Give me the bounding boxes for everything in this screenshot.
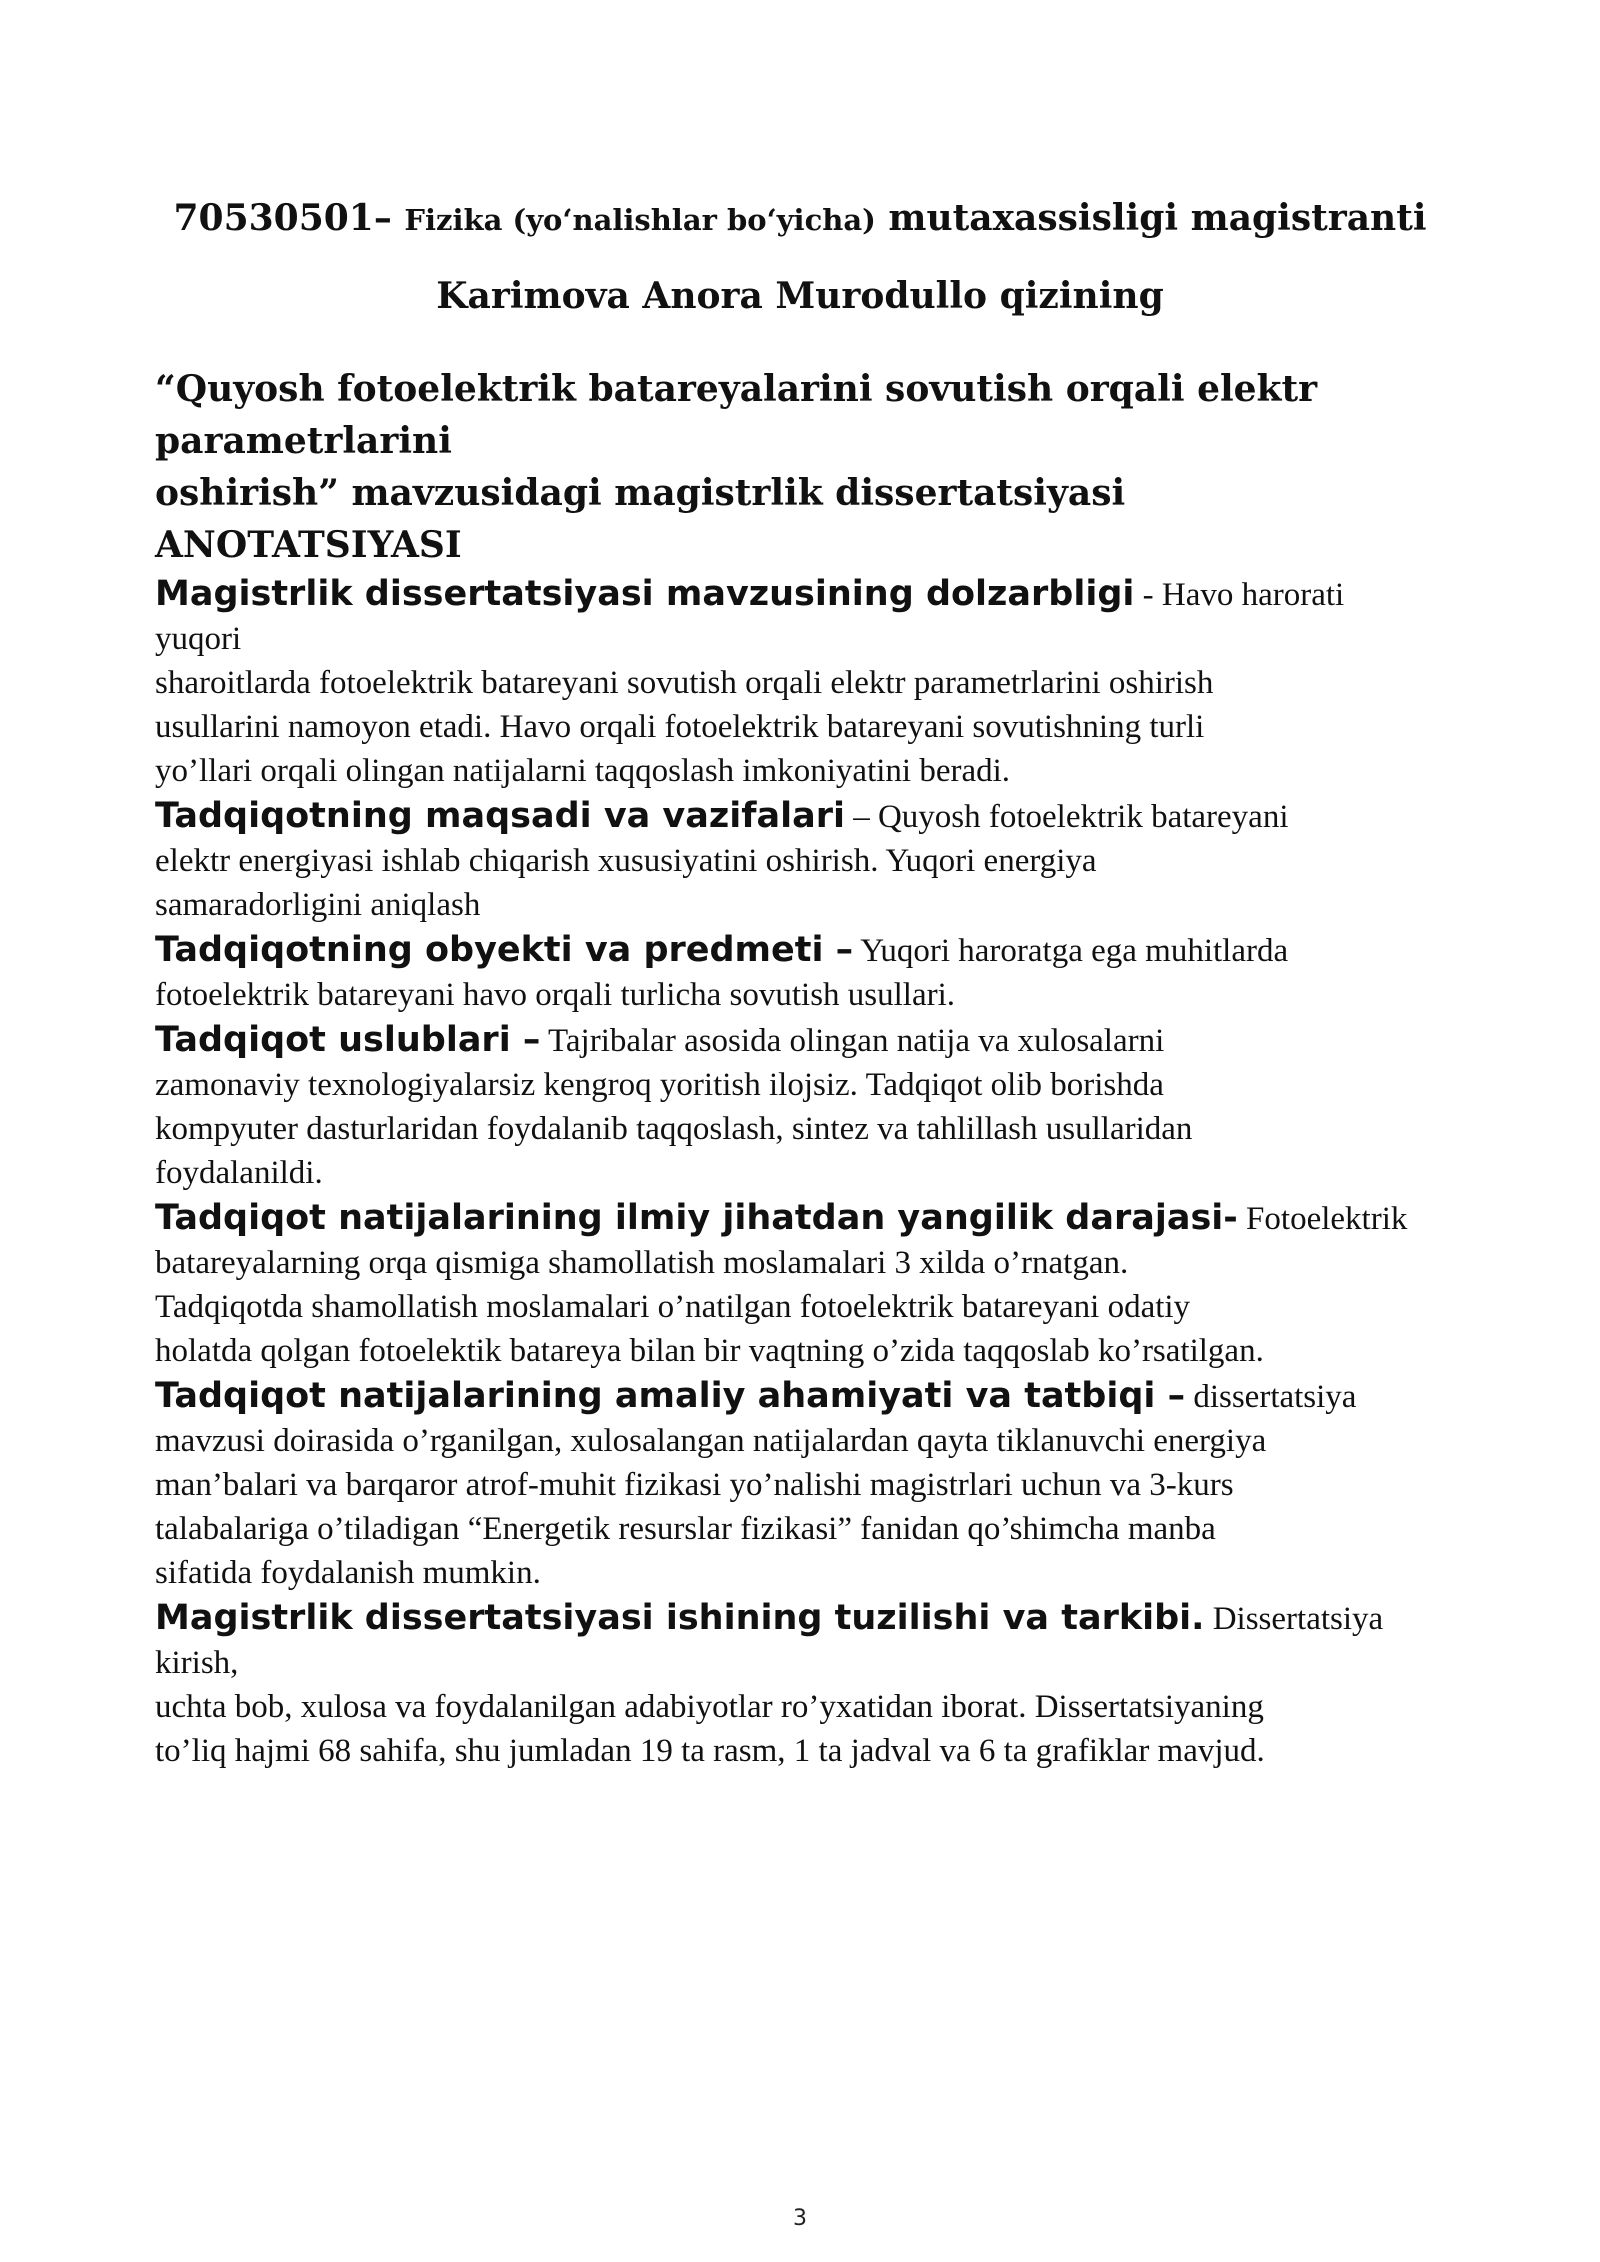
- heading-line-3: oshirish” mavzusidagi magistrlik dissertatsiyasi: [155, 472, 1126, 514]
- page-number: 3: [793, 2206, 807, 2231]
- section-text-line: batareyalarning orqa qismiga shamollatish moslamalari 3 xilda o’rnatgan.: [155, 1245, 1129, 1281]
- section-lead: Tadqiqotning obyekti va predmeti –: [155, 930, 854, 970]
- section-text: Fotoelektrik: [1237, 1201, 1408, 1237]
- section-text-line: yuqori: [155, 621, 242, 657]
- heading-line-4: ANOTATSIYASI: [155, 524, 462, 566]
- section-text: dissertatsiya: [1185, 1379, 1357, 1415]
- section-text-line: man’balari va barqaror atrof-muhit fizikasi yo’nalishi magistrlari uchun va 3-kurs: [155, 1467, 1234, 1503]
- section-relevance: [155, 571, 1455, 793]
- section-text-line: talabalariga o’tiladigan “Energetik resurslar fizikasi” fanidan qo’shimcha manba: [155, 1511, 1216, 1547]
- section-text-line: yo’llari orqali olingan natijalarni taqqoslash imkoniyatini beradi.: [155, 753, 1011, 789]
- section-lead: Magistrlik dissertatsiyasi mavzusining dolzarbligi: [155, 574, 1135, 614]
- section-text: – Quyosh fotoelektrik batareyani: [844, 799, 1289, 835]
- section-lead: Tadqiqotning maqsadi va vazifalari: [155, 796, 845, 836]
- section-text: Tajribalar asosida olingan natija va xulosalarni: [540, 1023, 1165, 1059]
- section-structure: [155, 1595, 1455, 1773]
- section-lead: Tadqiqot uslublari –: [155, 1020, 541, 1060]
- section-text-line: zamonaviy texnologiyalarsiz kengroq yoritish ilojsiz. Tadqiqot olib borishda: [155, 1067, 1164, 1103]
- section-methods: [155, 1017, 1455, 1195]
- dissertation-heading: [155, 363, 1455, 571]
- section-text-line: kirish,: [155, 1645, 239, 1681]
- section-text-line: sharoitlarda fotoelektrik batareyani sovutish orqali elektr parametrlarini oshirish: [155, 665, 1214, 701]
- annotation-body: [155, 571, 1455, 1773]
- section-text-line: uchta bob, xulosa va foydalanilgan adabiyotlar ro’yxatidan iborat. Dissertatsiyaning: [155, 1689, 1264, 1725]
- section-lead: Tadqiqot natijalarining ilmiy jihatdan yangilik darajasi-: [155, 1198, 1238, 1238]
- specialty-code: 70530501–: [173, 197, 392, 239]
- section-text-line: kompyuter dasturlaridan foydalanib taqqoslash, sintez va tahlillash usullaridan: [155, 1111, 1193, 1147]
- specialty-name: Fizika (yo‘nalishlar bo‘yicha): [404, 203, 876, 237]
- title-tail: mutaxassisligi magistranti: [888, 197, 1427, 239]
- heading-line-2: parametrlarini: [155, 420, 452, 462]
- section-text-line: fotoelektrik batareyani havo orqali turlicha sovutish usullari.: [155, 977, 956, 1013]
- title-line-specialty: [0, 192, 1600, 246]
- section-lead: Magistrlik dissertatsiyasi ishining tuzilishi va tarkibi.: [155, 1598, 1205, 1638]
- section-novelty: [155, 1195, 1455, 1373]
- section-text-line: holatda qolgan fotoelektik batareya bilan bir vaqtning o’zida taqqoslab ko’rsatilgan.: [155, 1333, 1264, 1369]
- section-text: - Havo harorati: [1134, 577, 1345, 613]
- section-text-line: Tadqiqotda shamollatish moslamalari o’natilgan fotoelektrik batareyani odatiy: [155, 1289, 1191, 1325]
- section-practical-value: [155, 1373, 1455, 1595]
- section-text-line: mavzusi doirasida o’rganilgan, xulosalangan natijalardan qayta tiklanuvchi energiya: [155, 1423, 1267, 1459]
- section-object: [155, 927, 1455, 1017]
- heading-line-1: “Quyosh fotoelektrik batareyalarini sovutish orqali elektr: [155, 368, 1318, 410]
- section-text-line: foydalanildi.: [155, 1155, 323, 1191]
- section-goals: [155, 793, 1455, 927]
- section-text-line: sifatida foydalanish mumkin.: [155, 1555, 541, 1591]
- section-lead: Tadqiqot natijalarining amaliy ahamiyati va tatbiqi –: [155, 1376, 1186, 1416]
- section-text: Dissertatsiya: [1204, 1601, 1384, 1637]
- section-text-line: to’liq hajmi 68 sahifa, shu jumladan 19 ta rasm, 1 ta jadval va 6 ta grafiklar mavjud.: [155, 1733, 1265, 1769]
- section-text-line: elektr energiyasi ishlab chiqarish xususiyatini oshirish. Yuqori energiya: [155, 843, 1097, 879]
- author-line: Karimova Anora Murodullo qizining: [436, 275, 1164, 317]
- section-text: Yuqori haroratga ega muhitlarda: [853, 933, 1289, 969]
- section-text-line: samaradorligini aniqlash: [155, 887, 481, 923]
- section-text-line: usullarini namoyon etadi. Havo orqali fotoelektrik batareyani sovutishning turli: [155, 709, 1205, 745]
